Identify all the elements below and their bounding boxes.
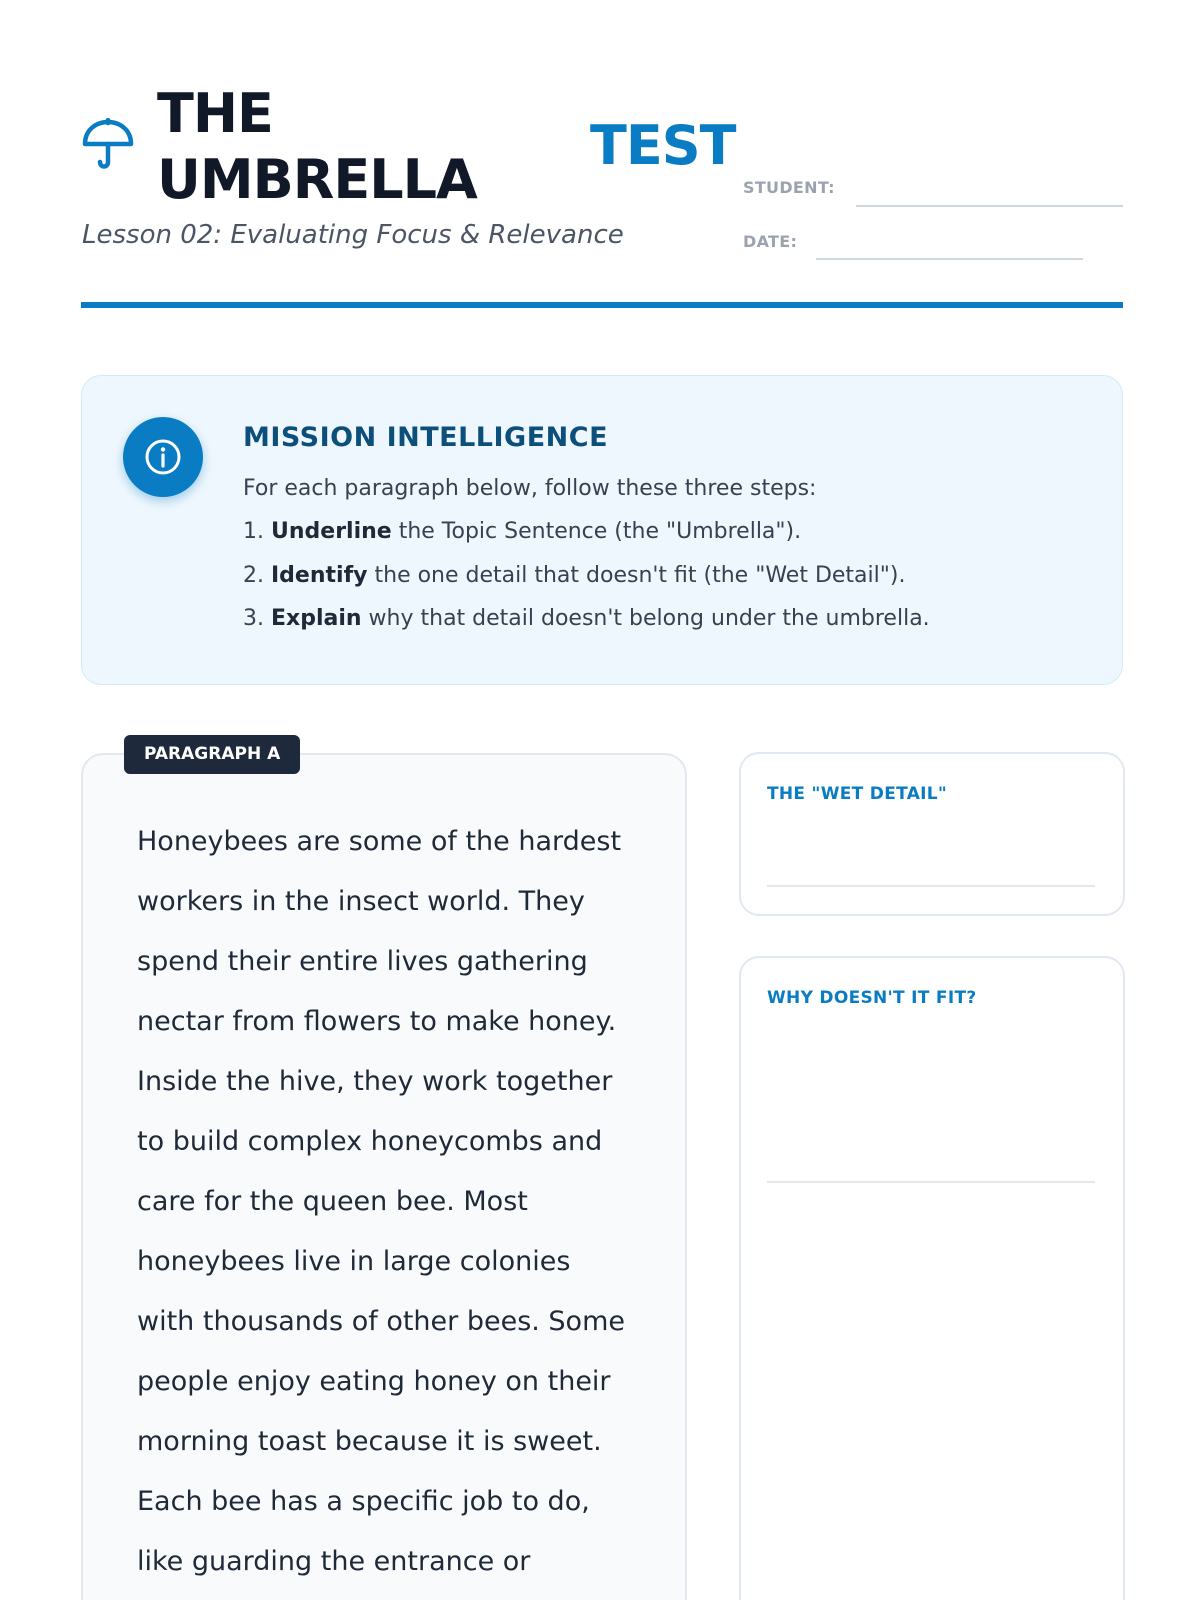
step-number: 1.	[243, 519, 264, 544]
wet-detail-label: THE "WET DETAIL"	[767, 784, 948, 804]
mission-step-1	[243, 519, 801, 544]
mission-title: MISSION INTELLIGENCE	[243, 422, 609, 453]
paragraph-line: spend their entire lives gathering	[137, 946, 588, 977]
paragraph-tag: PARAGRAPH A	[124, 735, 300, 774]
paragraph-line: to build complex honeycombs and	[137, 1126, 603, 1157]
paragraph-line: nectar from flowers to make honey.	[137, 1006, 617, 1037]
step-number: 3.	[243, 606, 264, 631]
why-answer-line[interactable]	[767, 1181, 1095, 1183]
step-verb: Explain	[271, 606, 362, 631]
paragraph-text[interactable]	[137, 812, 637, 1592]
paragraph-line: like guarding the entrance or	[137, 1546, 531, 1577]
paragraph-line: morning toast because it is sweet.	[137, 1426, 602, 1457]
umbrella-icon	[82, 118, 134, 174]
title-line-2: UMBRELLA	[157, 148, 477, 211]
step-text: the Topic Sentence (the "Umbrella").	[391, 519, 802, 544]
wet-detail-answer-line[interactable]	[767, 885, 1095, 887]
paragraph-line: care for the queen bee. Most	[137, 1186, 528, 1217]
date-label: DATE:	[743, 232, 798, 251]
info-icon	[143, 437, 183, 477]
mission-step-2	[243, 563, 905, 588]
title-line-1: THE	[157, 82, 273, 145]
step-number: 2.	[243, 563, 264, 588]
step-text: the one detail that doesn't fit (the "Wet Detail").	[367, 563, 906, 588]
paragraph-line: with thousands of other bees. Some	[137, 1306, 625, 1337]
student-name-field[interactable]	[856, 205, 1123, 207]
student-label: STUDENT:	[743, 178, 835, 197]
paragraph-line: workers in the insect world. They	[137, 886, 585, 917]
paragraph-line: Each bee has a specific job to do,	[137, 1486, 590, 1517]
step-verb: Underline	[271, 519, 392, 544]
paragraph-line: Honeybees are some of the hardest	[137, 826, 622, 857]
wet-detail-card	[739, 752, 1125, 916]
header-divider	[81, 302, 1123, 308]
title-accent: TEST	[590, 114, 736, 177]
mission-intro: For each paragraph below, follow these three steps:	[243, 476, 817, 501]
paragraph-line: people enjoy eating honey on their	[137, 1366, 611, 1397]
why-card	[739, 956, 1125, 1600]
mission-box	[81, 375, 1123, 685]
step-text: why that detail doesn't belong under the umbrella.	[361, 606, 930, 631]
date-field[interactable]	[816, 258, 1083, 260]
mission-step-3	[243, 606, 930, 631]
paragraph-line: honeybees live in large colonies	[137, 1246, 571, 1277]
step-verb: Identify	[271, 563, 368, 588]
why-label: WHY DOESN'T IT FIT?	[767, 988, 977, 1008]
paragraph-line: Inside the hive, they work together	[137, 1066, 613, 1097]
lesson-subtitle: Lesson 02: Evaluating Focus & Relevance	[82, 220, 624, 250]
info-badge	[123, 417, 203, 497]
